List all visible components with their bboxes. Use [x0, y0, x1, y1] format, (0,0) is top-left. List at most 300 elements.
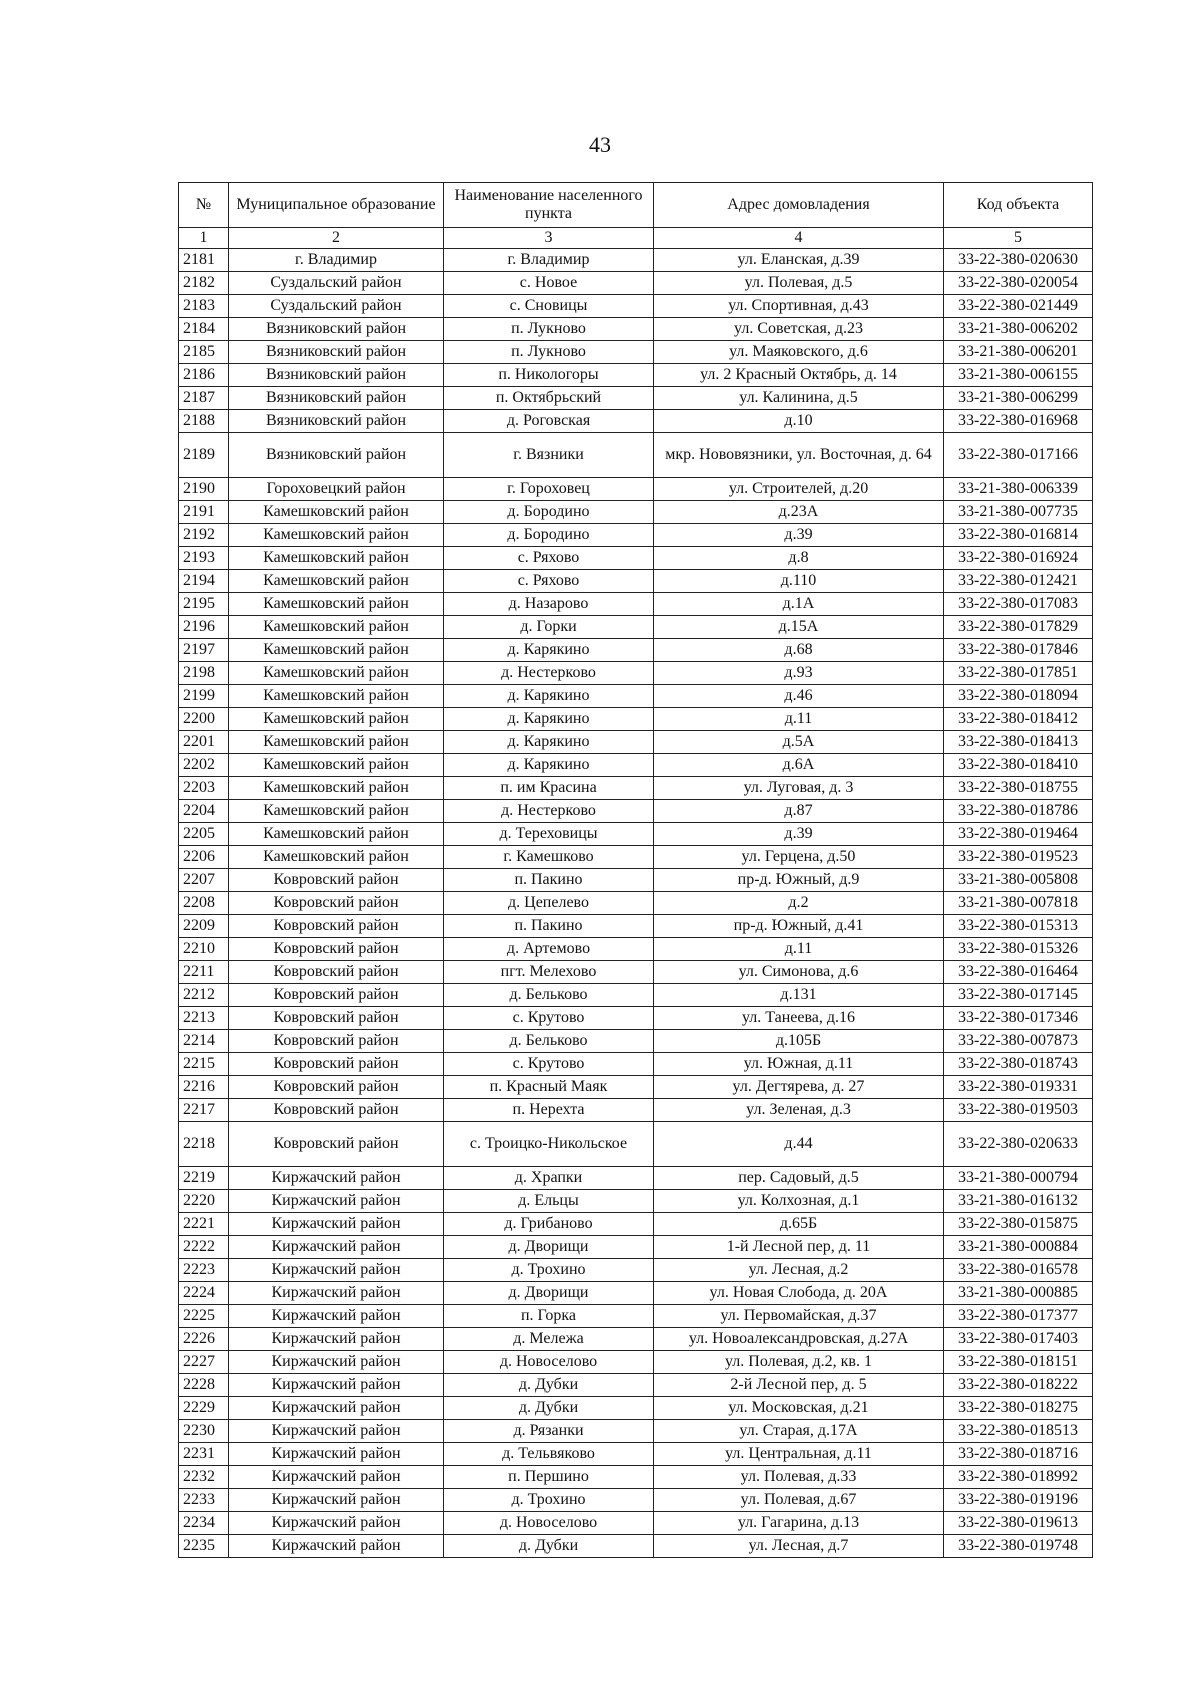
- object-code-cell: 33-21-380-006155: [944, 364, 1093, 387]
- object-code-cell: 33-22-380-017829: [944, 616, 1093, 639]
- table-row: [179, 318, 1093, 341]
- address-cell: пр-д. Южный, д.9: [654, 869, 944, 892]
- settlement-cell: д. Бородино: [444, 524, 654, 547]
- row-number: 2228: [179, 1374, 229, 1397]
- address-cell: ул. Полевая, д.33: [654, 1466, 944, 1489]
- table-row: [179, 547, 1093, 570]
- row-number: 2192: [179, 524, 229, 547]
- settlement-cell: д. Горки: [444, 616, 654, 639]
- row-number: 2235: [179, 1535, 229, 1558]
- table-row: [179, 1443, 1093, 1466]
- municipality-cell: Камешковский район: [229, 570, 444, 593]
- object-code-cell: 33-22-380-018743: [944, 1053, 1093, 1076]
- object-code-cell: 33-22-380-019613: [944, 1512, 1093, 1535]
- object-code-cell: 33-22-380-016814: [944, 524, 1093, 547]
- address-cell: ул. Герцена, д.50: [654, 846, 944, 869]
- column-number: 5: [944, 228, 1093, 249]
- table-row: [179, 915, 1093, 938]
- settlement-cell: д. Карякино: [444, 639, 654, 662]
- object-code-cell: 33-22-380-019503: [944, 1099, 1093, 1122]
- municipality-cell: Ковровский район: [229, 984, 444, 1007]
- municipality-cell: Камешковский район: [229, 501, 444, 524]
- object-code-cell: 33-22-380-021449: [944, 295, 1093, 318]
- settlement-cell: д. Артемово: [444, 938, 654, 961]
- row-number: 2182: [179, 272, 229, 295]
- address-cell: ул. Калинина, д.5: [654, 387, 944, 410]
- municipality-cell: Киржачский район: [229, 1236, 444, 1259]
- municipality-cell: Киржачский район: [229, 1282, 444, 1305]
- address-cell: д.131: [654, 984, 944, 1007]
- object-code-cell: 33-22-380-017377: [944, 1305, 1093, 1328]
- municipality-cell: Камешковский район: [229, 777, 444, 800]
- municipality-cell: Суздальский район: [229, 272, 444, 295]
- municipality-cell: Камешковский район: [229, 593, 444, 616]
- object-code-cell: 33-21-380-006202: [944, 318, 1093, 341]
- object-code-cell: 33-22-380-018412: [944, 708, 1093, 731]
- address-cell: ул. Полевая, д.2, кв. 1: [654, 1351, 944, 1374]
- municipality-cell: Ковровский район: [229, 1030, 444, 1053]
- address-cell: ул. Строителей, д.20: [654, 478, 944, 501]
- settlement-cell: г. Владимир: [444, 249, 654, 272]
- table-row: [179, 754, 1093, 777]
- object-code-cell: 33-22-380-018413: [944, 731, 1093, 754]
- object-code-cell: 33-22-380-017145: [944, 984, 1093, 1007]
- address-cell: д.2: [654, 892, 944, 915]
- column-number: 3: [444, 228, 654, 249]
- table-row: [179, 1328, 1093, 1351]
- settlement-cell: п. Красный Маяк: [444, 1076, 654, 1099]
- object-code-cell: 33-22-380-007873: [944, 1030, 1093, 1053]
- page-number: 43: [589, 132, 611, 157]
- settlement-cell: д. Бородино: [444, 501, 654, 524]
- municipality-cell: Киржачский район: [229, 1190, 444, 1213]
- header-settlement: Наименование населенного пункта: [444, 183, 654, 228]
- address-cell: ул. Полевая, д.5: [654, 272, 944, 295]
- table-row: [179, 1099, 1093, 1122]
- table-row: [179, 708, 1093, 731]
- settlement-cell: пгт. Мелехово: [444, 961, 654, 984]
- table-row: [179, 823, 1093, 846]
- municipality-cell: Киржачский район: [229, 1351, 444, 1374]
- table-row: [179, 662, 1093, 685]
- row-number: 2216: [179, 1076, 229, 1099]
- row-number: 2188: [179, 410, 229, 433]
- settlement-cell: д. Тельвяково: [444, 1443, 654, 1466]
- table-row: [179, 1351, 1093, 1374]
- row-number: 2220: [179, 1190, 229, 1213]
- address-cell: ул. Дегтярева, д. 27: [654, 1076, 944, 1099]
- table-row: [179, 1190, 1093, 1213]
- address-cell: д.10: [654, 410, 944, 433]
- settlement-cell: д. Карякино: [444, 754, 654, 777]
- row-number: 2208: [179, 892, 229, 915]
- registry-table: [178, 182, 1093, 1558]
- address-cell: ул. Полевая, д.67: [654, 1489, 944, 1512]
- object-code-cell: 33-22-380-018151: [944, 1351, 1093, 1374]
- municipality-cell: Камешковский район: [229, 685, 444, 708]
- municipality-cell: Камешковский район: [229, 708, 444, 731]
- object-code-cell: 33-22-380-016464: [944, 961, 1093, 984]
- settlement-cell: с. Троицко-Никольское: [444, 1122, 654, 1167]
- municipality-cell: Вязниковский район: [229, 410, 444, 433]
- row-number: 2201: [179, 731, 229, 754]
- municipality-cell: Ковровский район: [229, 961, 444, 984]
- settlement-cell: с. Сновицы: [444, 295, 654, 318]
- municipality-cell: Ковровский район: [229, 1007, 444, 1030]
- row-number: 2227: [179, 1351, 229, 1374]
- address-cell: д.44: [654, 1122, 944, 1167]
- address-cell: ул. Новая Слобода, д. 20А: [654, 1282, 944, 1305]
- address-cell: пер. Садовый, д.5: [654, 1167, 944, 1190]
- row-number: 2183: [179, 295, 229, 318]
- settlement-cell: д. Трохино: [444, 1259, 654, 1282]
- row-number: 2195: [179, 593, 229, 616]
- table-row: [179, 685, 1093, 708]
- object-code-cell: 33-22-380-018716: [944, 1443, 1093, 1466]
- address-cell: ул. Новоалександровская, д.27А: [654, 1328, 944, 1351]
- table-row: [179, 570, 1093, 593]
- row-number: 2223: [179, 1259, 229, 1282]
- address-cell: ул. Зеленая, д.3: [654, 1099, 944, 1122]
- object-code-cell: 33-22-380-017851: [944, 662, 1093, 685]
- row-number: 2231: [179, 1443, 229, 1466]
- address-cell: д.39: [654, 823, 944, 846]
- municipality-cell: Камешковский район: [229, 731, 444, 754]
- table-body: [179, 249, 1093, 1558]
- table-row: [179, 295, 1093, 318]
- municipality-cell: Киржачский район: [229, 1535, 444, 1558]
- table-row: [179, 1167, 1093, 1190]
- row-number: 2190: [179, 478, 229, 501]
- settlement-cell: с. Ряхово: [444, 547, 654, 570]
- table-row: [179, 1535, 1093, 1558]
- municipality-cell: Вязниковский район: [229, 341, 444, 364]
- settlement-cell: п. Никологоры: [444, 364, 654, 387]
- object-code-cell: 33-22-380-018222: [944, 1374, 1093, 1397]
- table-row: [179, 1053, 1093, 1076]
- settlement-cell: г. Камешково: [444, 846, 654, 869]
- municipality-cell: Гороховецкий район: [229, 478, 444, 501]
- table-row: [179, 731, 1093, 754]
- object-code-cell: 33-22-380-017083: [944, 593, 1093, 616]
- settlement-cell: с. Крутово: [444, 1053, 654, 1076]
- row-number: 2210: [179, 938, 229, 961]
- table-row: [179, 639, 1093, 662]
- row-number: 2226: [179, 1328, 229, 1351]
- table-row: [179, 800, 1093, 823]
- table-row: [179, 1076, 1093, 1099]
- municipality-cell: Ковровский район: [229, 938, 444, 961]
- row-number: 2221: [179, 1213, 229, 1236]
- settlement-cell: п. Нерехта: [444, 1099, 654, 1122]
- table-row: [179, 433, 1093, 478]
- municipality-cell: Ковровский район: [229, 1053, 444, 1076]
- municipality-cell: Ковровский район: [229, 1122, 444, 1167]
- table-row: [179, 1512, 1093, 1535]
- address-cell: ул. 2 Красный Октябрь, д. 14: [654, 364, 944, 387]
- address-cell: ул. Маяковского, д.6: [654, 341, 944, 364]
- object-code-cell: 33-22-380-017846: [944, 639, 1093, 662]
- address-cell: ул. Лесная, д.7: [654, 1535, 944, 1558]
- address-cell: ул. Луговая, д. 3: [654, 777, 944, 800]
- settlement-cell: п. Лукново: [444, 341, 654, 364]
- municipality-cell: Вязниковский район: [229, 318, 444, 341]
- table-row: [179, 777, 1093, 800]
- municipality-cell: Вязниковский район: [229, 387, 444, 410]
- object-code-cell: 33-22-380-018275: [944, 1397, 1093, 1420]
- row-number: 2200: [179, 708, 229, 731]
- settlement-cell: д. Дубки: [444, 1374, 654, 1397]
- settlement-cell: д. Грибаново: [444, 1213, 654, 1236]
- municipality-cell: Ковровский район: [229, 1099, 444, 1122]
- row-number: 2217: [179, 1099, 229, 1122]
- address-cell: ул. Южная, д.11: [654, 1053, 944, 1076]
- table-row: [179, 938, 1093, 961]
- header-municipality: Муниципальное образование: [229, 183, 444, 228]
- table-row: [179, 1030, 1093, 1053]
- column-number: 2: [229, 228, 444, 249]
- address-cell: ул. Еланская, д.39: [654, 249, 944, 272]
- settlement-cell: п. Лукново: [444, 318, 654, 341]
- municipality-cell: Ковровский район: [229, 892, 444, 915]
- row-number: 2185: [179, 341, 229, 364]
- municipality-cell: Киржачский район: [229, 1328, 444, 1351]
- object-code-cell: 33-22-380-018094: [944, 685, 1093, 708]
- municipality-cell: Вязниковский район: [229, 433, 444, 478]
- row-number: 2229: [179, 1397, 229, 1420]
- settlement-cell: п. Пакино: [444, 915, 654, 938]
- row-number: 2222: [179, 1236, 229, 1259]
- row-number: 2205: [179, 823, 229, 846]
- header-row: [179, 183, 1093, 228]
- row-number: 2233: [179, 1489, 229, 1512]
- object-code-cell: 33-22-380-016968: [944, 410, 1093, 433]
- settlement-cell: д. Дворищи: [444, 1282, 654, 1305]
- table-row: [179, 1397, 1093, 1420]
- row-number: 2184: [179, 318, 229, 341]
- row-number: 2214: [179, 1030, 229, 1053]
- municipality-cell: Киржачский район: [229, 1512, 444, 1535]
- table-row: [179, 1236, 1093, 1259]
- settlement-cell: д. Дубки: [444, 1397, 654, 1420]
- table-row: [179, 1282, 1093, 1305]
- settlement-cell: д. Новоселово: [444, 1351, 654, 1374]
- address-cell: ул. Первомайская, д.37: [654, 1305, 944, 1328]
- row-number: 2194: [179, 570, 229, 593]
- settlement-cell: д. Нестерково: [444, 662, 654, 685]
- table-row: [179, 593, 1093, 616]
- municipality-cell: Киржачский район: [229, 1305, 444, 1328]
- settlement-cell: г. Гороховец: [444, 478, 654, 501]
- row-number: 2219: [179, 1167, 229, 1190]
- municipality-cell: Суздальский район: [229, 295, 444, 318]
- object-code-cell: 33-21-380-007818: [944, 892, 1093, 915]
- row-number: 2202: [179, 754, 229, 777]
- address-cell: ул. Колхозная, д.1: [654, 1190, 944, 1213]
- table-row: [179, 1007, 1093, 1030]
- municipality-cell: Камешковский район: [229, 662, 444, 685]
- municipality-cell: г. Владимир: [229, 249, 444, 272]
- row-number: 2198: [179, 662, 229, 685]
- address-cell: ул. Московская, д.21: [654, 1397, 944, 1420]
- row-number: 2230: [179, 1420, 229, 1443]
- municipality-cell: Ковровский район: [229, 869, 444, 892]
- municipality-cell: Ковровский район: [229, 915, 444, 938]
- municipality-cell: Камешковский район: [229, 547, 444, 570]
- settlement-cell: д. Карякино: [444, 731, 654, 754]
- settlement-cell: с. Крутово: [444, 1007, 654, 1030]
- settlement-cell: д. Карякино: [444, 685, 654, 708]
- row-number: 2212: [179, 984, 229, 1007]
- object-code-cell: 33-22-380-016924: [944, 547, 1093, 570]
- address-cell: д.93: [654, 662, 944, 685]
- settlement-cell: д. Роговская: [444, 410, 654, 433]
- settlement-cell: д. Дубки: [444, 1535, 654, 1558]
- address-cell: д.105Б: [654, 1030, 944, 1053]
- row-number: 2225: [179, 1305, 229, 1328]
- object-code-cell: 33-22-380-019196: [944, 1489, 1093, 1512]
- row-number: 2193: [179, 547, 229, 570]
- row-number: 2197: [179, 639, 229, 662]
- object-code-cell: 33-22-380-015313: [944, 915, 1093, 938]
- object-code-cell: 33-22-380-018786: [944, 800, 1093, 823]
- municipality-cell: Ковровский район: [229, 1076, 444, 1099]
- municipality-cell: Камешковский район: [229, 639, 444, 662]
- address-cell: д.11: [654, 708, 944, 731]
- municipality-cell: Камешковский район: [229, 800, 444, 823]
- municipality-cell: Киржачский район: [229, 1443, 444, 1466]
- object-code-cell: 33-22-380-018513: [944, 1420, 1093, 1443]
- address-cell: д.39: [654, 524, 944, 547]
- table-row: [179, 616, 1093, 639]
- address-cell: д.23А: [654, 501, 944, 524]
- municipality-cell: Камешковский район: [229, 524, 444, 547]
- address-cell: ул. Гагарина, д.13: [654, 1512, 944, 1535]
- table-row: [179, 341, 1093, 364]
- object-code-cell: 33-21-380-007735: [944, 501, 1093, 524]
- settlement-cell: д. Нестерково: [444, 800, 654, 823]
- settlement-cell: д. Храпки: [444, 1167, 654, 1190]
- object-code-cell: 33-22-380-018410: [944, 754, 1093, 777]
- settlement-cell: д. Новоселово: [444, 1512, 654, 1535]
- address-cell: д.8: [654, 547, 944, 570]
- column-number: 4: [654, 228, 944, 249]
- municipality-cell: Киржачский район: [229, 1374, 444, 1397]
- settlement-cell: д. Рязанки: [444, 1420, 654, 1443]
- object-code-cell: 33-22-380-019331: [944, 1076, 1093, 1099]
- address-cell: д.5А: [654, 731, 944, 754]
- column-number: 1: [179, 228, 229, 249]
- settlement-cell: д. Ельцы: [444, 1190, 654, 1213]
- settlement-cell: с. Новое: [444, 272, 654, 295]
- settlement-cell: п. им Красина: [444, 777, 654, 800]
- row-number: 2196: [179, 616, 229, 639]
- municipality-cell: Киржачский район: [229, 1167, 444, 1190]
- address-cell: д.46: [654, 685, 944, 708]
- municipality-cell: Киржачский район: [229, 1489, 444, 1512]
- table-row: [179, 1420, 1093, 1443]
- header-address: Адрес домовладения: [654, 183, 944, 228]
- table-row: [179, 984, 1093, 1007]
- object-code-cell: 33-22-380-017166: [944, 433, 1093, 478]
- table-row: [179, 478, 1093, 501]
- settlement-cell: д. Бельково: [444, 984, 654, 1007]
- object-code-cell: 33-22-380-015875: [944, 1213, 1093, 1236]
- municipality-cell: Камешковский район: [229, 616, 444, 639]
- object-code-cell: 33-21-380-000885: [944, 1282, 1093, 1305]
- object-code-cell: 33-22-380-012421: [944, 570, 1093, 593]
- municipality-cell: Вязниковский район: [229, 364, 444, 387]
- table-row: [179, 364, 1093, 387]
- settlement-cell: п. Октябрьский: [444, 387, 654, 410]
- address-cell: д.6А: [654, 754, 944, 777]
- table-row: [179, 1489, 1093, 1512]
- table-row: [179, 846, 1093, 869]
- municipality-cell: Киржачский район: [229, 1397, 444, 1420]
- address-cell: ул. Симонова, д.6: [654, 961, 944, 984]
- settlement-cell: д. Мележа: [444, 1328, 654, 1351]
- row-number: 2207: [179, 869, 229, 892]
- object-code-cell: 33-21-380-006299: [944, 387, 1093, 410]
- object-code-cell: 33-21-380-006339: [944, 478, 1093, 501]
- object-code-cell: 33-21-380-006201: [944, 341, 1093, 364]
- row-number: 2224: [179, 1282, 229, 1305]
- settlement-cell: д. Цепелево: [444, 892, 654, 915]
- municipality-cell: Киржачский район: [229, 1213, 444, 1236]
- settlement-cell: д. Бельково: [444, 1030, 654, 1053]
- settlement-cell: п. Горка: [444, 1305, 654, 1328]
- row-number: 2215: [179, 1053, 229, 1076]
- object-code-cell: 33-22-380-020630: [944, 249, 1093, 272]
- row-number: 2232: [179, 1466, 229, 1489]
- table-row: [179, 410, 1093, 433]
- address-cell: 1-й Лесной пер, д. 11: [654, 1236, 944, 1259]
- row-number: 2199: [179, 685, 229, 708]
- row-number: 2189: [179, 433, 229, 478]
- object-code-cell: 33-22-380-015326: [944, 938, 1093, 961]
- address-cell: д.65Б: [654, 1213, 944, 1236]
- header-object-code: Код объекта: [944, 183, 1093, 228]
- address-cell: д.1А: [654, 593, 944, 616]
- column-number-row: [179, 228, 1093, 249]
- address-cell: ул. Танеева, д.16: [654, 1007, 944, 1030]
- object-code-cell: 33-21-380-016132: [944, 1190, 1093, 1213]
- table-row: [179, 1466, 1093, 1489]
- object-code-cell: 33-22-380-020054: [944, 272, 1093, 295]
- table-row: [179, 249, 1093, 272]
- row-number: 2191: [179, 501, 229, 524]
- municipality-cell: Камешковский район: [229, 823, 444, 846]
- table-row: [179, 1259, 1093, 1282]
- municipality-cell: Киржачский район: [229, 1466, 444, 1489]
- municipality-cell: Киржачский район: [229, 1259, 444, 1282]
- table-row: [179, 1122, 1093, 1167]
- row-number: 2218: [179, 1122, 229, 1167]
- object-code-cell: 33-22-380-019523: [944, 846, 1093, 869]
- object-code-cell: 33-22-380-019464: [944, 823, 1093, 846]
- address-cell: д.110: [654, 570, 944, 593]
- row-number: 2234: [179, 1512, 229, 1535]
- table-row: [179, 387, 1093, 410]
- settlement-cell: д. Трохино: [444, 1489, 654, 1512]
- object-code-cell: 33-21-380-000884: [944, 1236, 1093, 1259]
- object-code-cell: 33-22-380-017403: [944, 1328, 1093, 1351]
- address-cell: ул. Спортивная, д.43: [654, 295, 944, 318]
- settlement-cell: п. Першино: [444, 1466, 654, 1489]
- row-number: 2203: [179, 777, 229, 800]
- address-cell: ул. Лесная, д.2: [654, 1259, 944, 1282]
- table-row: [179, 961, 1093, 984]
